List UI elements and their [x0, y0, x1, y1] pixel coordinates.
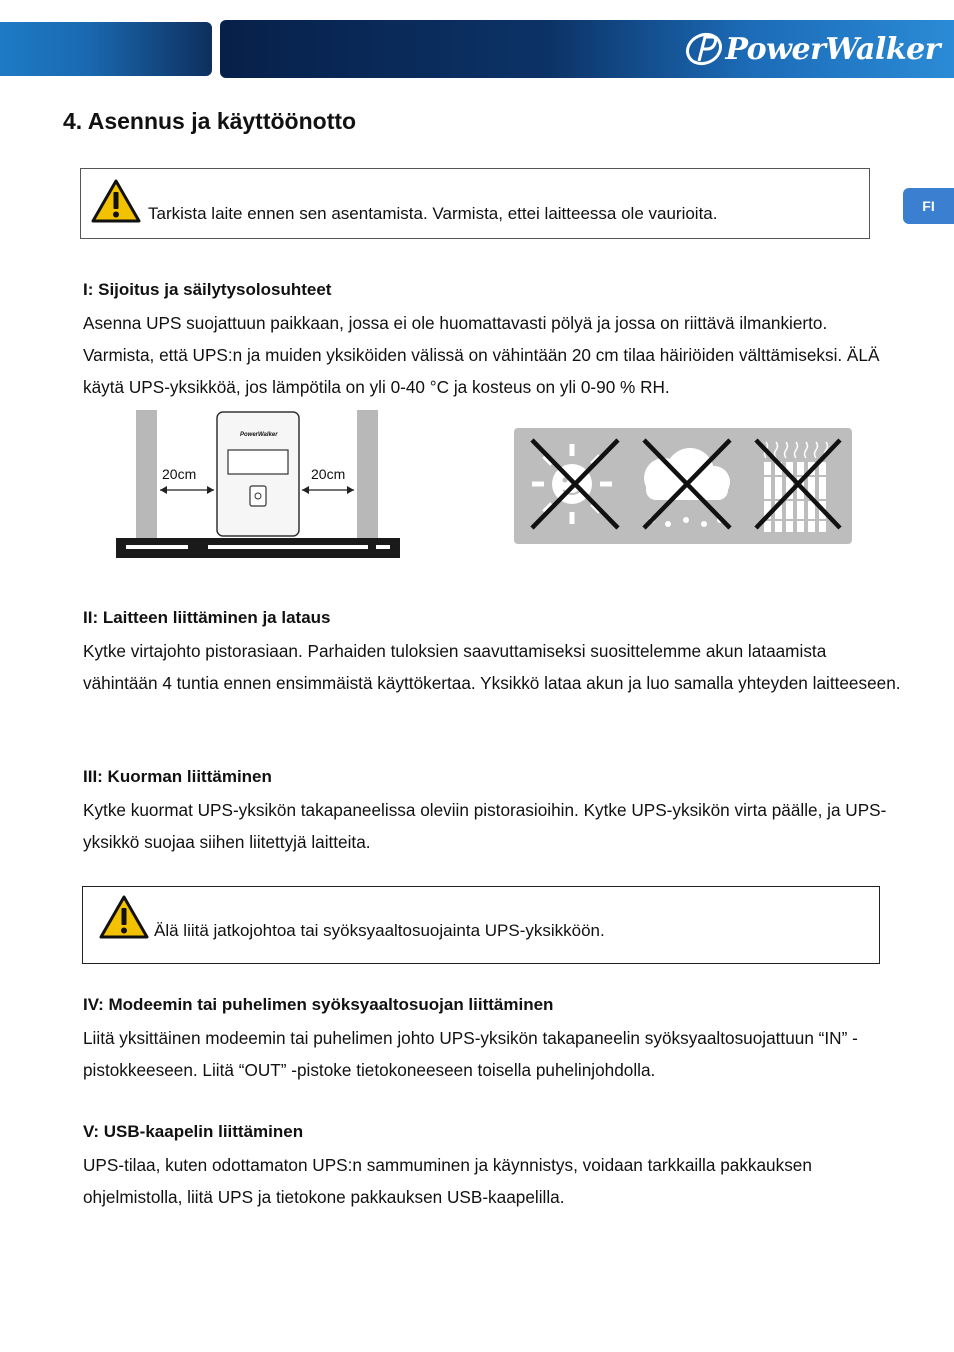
section-heading: IV: Modeemin tai puhelimen syöksyaaltosuojan liittäminen	[83, 995, 554, 1014]
brand-logo	[683, 26, 940, 72]
page-title: 4. Asennus ja käyttöönotto	[63, 108, 357, 134]
section-body: Asenna UPS suojattuun paikkaan, jossa ei ole huomattavasti pölyä ja jossa on riittävä ilmankierto. Varmista, että UPS:n ja muiden yksiköiden välissä on vähintään 20 cm tilaa häiriöiden välttämiseksi. ÄLÄ käytä UPS-yksikköä, jos lämpötila on yli 0-40 °C ja kosteus on yli 0-90 % RH.	[83, 313, 880, 397]
left-wall	[136, 410, 157, 540]
section-heading: III: Kuorman liittäminen	[83, 767, 272, 786]
warning-text: Älä liitä jatkojohtoa tai syöksyaaltosuojainta UPS-yksikköön.	[154, 921, 605, 940]
warning-box	[82, 886, 880, 964]
right-wall	[357, 410, 378, 540]
section-load	[83, 767, 903, 858]
ups-brand-label: PowerWalker	[240, 432, 278, 438]
section-body: Liitä yksittäinen modeemin tai puhelimen johto UPS-yksikön takapaneelin syöksyaaltosuojattuun “IN” -pistokkeeseen. Liitä “OUT” -pistoke tietokoneeseen toisella puhelinjohdolla.	[83, 1028, 858, 1080]
section-usb	[83, 1122, 903, 1213]
warning-icon	[91, 179, 141, 223]
warning-box	[80, 168, 870, 239]
ups-power-button	[250, 486, 266, 506]
section-body: Kytke virtajohto pistorasiaan. Parhaiden tuloksien saavuttamiseksi suosittelemme akun lataamista vähintään 4 tuntia ennen ensimmäistä käyttökertaa. Yksikkö lataa akun ja luo samalla yhteyden laitteeseen.	[83, 641, 901, 693]
logo-text: PowerWalker	[725, 31, 940, 67]
warning-text: Tarkista laite ennen sen asentamista. Varmista, ettei laitteessa ole vaurioita.	[148, 204, 718, 223]
clearance-diagram	[116, 410, 400, 560]
section-body: Kytke kuormat UPS-yksikön takapaneelissa oleviin pistorasioihin. Kytke UPS-yksikön virta päälle, ja UPS-yksikkö suojaa siihen liitettyjä laitteita.	[83, 800, 887, 852]
language-tab[interactable]: FI	[903, 188, 954, 224]
header-left-block	[0, 22, 212, 76]
section-modem	[83, 995, 903, 1086]
section-connection	[83, 608, 903, 699]
section-heading: II: Laitteen liittäminen ja lataus	[83, 608, 331, 627]
left-clearance-label: 20cm	[162, 466, 197, 482]
logo-mark-icon	[683, 28, 725, 70]
prohibited-conditions-panel	[514, 428, 852, 544]
section-placement	[83, 280, 903, 403]
header-banner	[0, 20, 954, 78]
warning-icon	[99, 895, 149, 939]
section-body: UPS-tilaa, kuten odottamaton UPS:n sammuminen ja käynnistys, voidaan tarkkailla pakkauksen ohjelmistolla, liitä UPS ja tietokone pakkauksen USB-kaapelilla.	[83, 1155, 812, 1207]
section-heading: V: USB-kaapelin liittäminen	[83, 1122, 304, 1141]
section-heading: I: Sijoitus ja säilytysolosuhteet	[83, 280, 332, 299]
ups-lcd	[228, 450, 288, 474]
right-clearance-label: 20cm	[311, 466, 346, 482]
header-main-block	[220, 20, 954, 78]
